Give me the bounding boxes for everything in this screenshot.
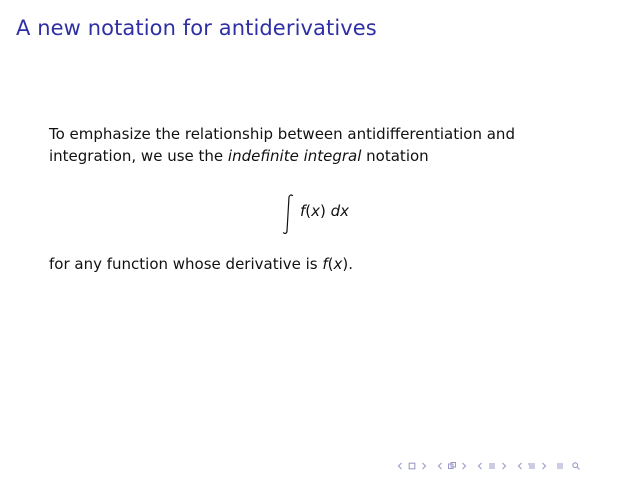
arrow-left-icon[interactable]	[435, 461, 445, 471]
nav-slide-group	[395, 461, 429, 471]
intro-line-2-before: integration, we use the	[49, 147, 228, 165]
arrow-right-icon[interactable]	[539, 461, 549, 471]
conclusion-paragraph	[49, 253, 353, 275]
slide-title: A new notation for antiderivatives	[16, 16, 377, 40]
differential-dx: dx	[325, 202, 350, 220]
conclusion-close-paren: ).	[342, 255, 354, 273]
frame-icon[interactable]	[447, 461, 457, 471]
arrow-right-icon[interactable]	[419, 461, 429, 471]
indefinite-integral-term: indefinite integral	[227, 147, 362, 165]
arrow-right-icon[interactable]	[459, 461, 469, 471]
slide-icon[interactable]	[407, 461, 417, 471]
nav-align-group	[555, 461, 565, 471]
intro-line-1: To emphasize the relationship between antidifferentiation and	[49, 125, 515, 143]
nav-search-group	[571, 461, 581, 471]
align-icon[interactable]	[555, 461, 565, 471]
intro-paragraph	[49, 123, 515, 167]
integral-sign-icon	[280, 192, 296, 236]
integrand	[300, 202, 349, 220]
subsection-icon[interactable]	[487, 461, 497, 471]
nav-frame-group	[435, 461, 469, 471]
integral-formula	[280, 192, 400, 238]
intro-line-2	[49, 145, 515, 167]
open-paren: (	[305, 202, 312, 220]
search-icon[interactable]	[571, 461, 581, 471]
nav-section-group	[515, 461, 549, 471]
close-paren: )	[320, 202, 326, 220]
conclusion-function-name: f	[322, 255, 328, 273]
conclusion-open-paren: (	[327, 255, 334, 273]
conclusion-variable-x: x	[333, 255, 343, 273]
arrow-left-icon[interactable]	[395, 461, 405, 471]
function-name: f	[300, 202, 306, 220]
conclusion-text: for any function whose derivative is	[49, 255, 323, 273]
variable-x: x	[311, 202, 321, 220]
nav-subsection-group	[475, 461, 509, 471]
arrow-left-icon[interactable]	[475, 461, 485, 471]
beamer-navigation-bar	[395, 460, 581, 472]
arrow-right-icon[interactable]	[499, 461, 509, 471]
intro-line-2-after: notation	[361, 147, 429, 165]
section-icon[interactable]	[527, 461, 537, 471]
arrow-left-icon[interactable]	[515, 461, 525, 471]
